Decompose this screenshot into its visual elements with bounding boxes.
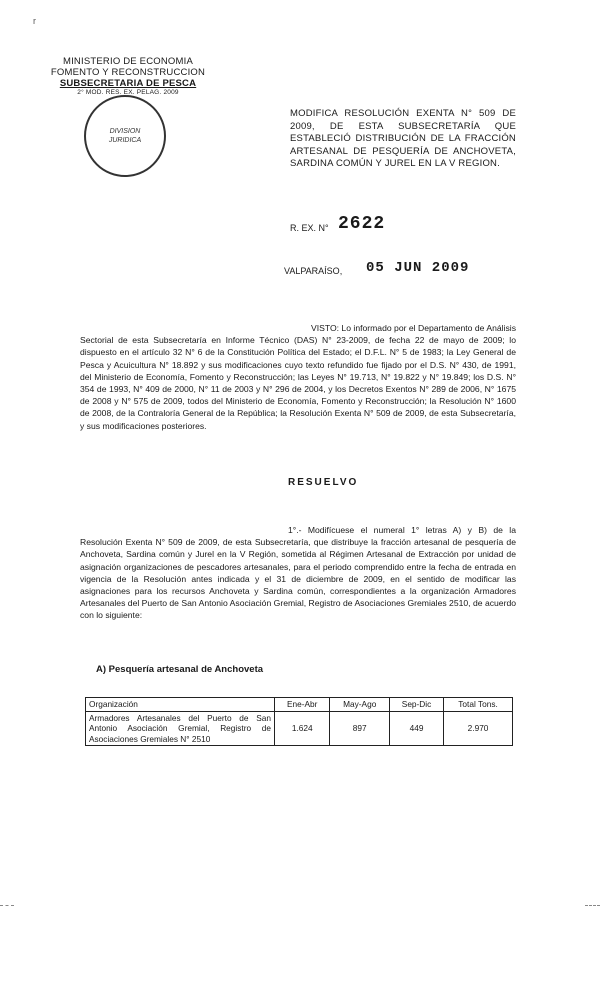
visto-paragraph: VISTO: Lo informado por el Departamento de Análisis Sectorial de esta Subsecretaría en Informe Técnico (DAS) N° 23-2009, de fecha 22 de mayo de 2009; lo dispuesto en el artículo 32 N° 6 de la Constitución Política del Estado; el D.F.L. N° 5 de 1983; la Ley General de Pesca y Acuicultura N° 18.892 y sus modificaciones cuyo texto refundido fue fijado por el D.S. N° 430, de 1991, del Ministerio de Economía, Fomento y Reconstrucción; las Leyes N° 19.713, N° 19.822 y N° 19.849; los D.S. N° 354 de 1993, N° 409 de 2000, N° 11 de 2003 y N° 296 de 2004, y los Decretos Exentos N° 289 de 2006, N° 1675 de 2008 y N° 575 de 2009, todos del Ministerio de Economía, Fomento y Reconstrucción; la Resolución N° 1600 de 2008, de la Contraloría General de la República; la Resolución Exenta N° 509 de 2009, de esta Subsecretaría, y sus modificaciones posteriores. (80, 323, 516, 431)
cell-organizacion: Armadores Artesanales del Puerto de San Antonio Asociación Gremial, Registro de Asociaciones Gremiales N° 2510 (86, 711, 275, 746)
place-label: VALPARAÍSO, (284, 266, 343, 276)
resuelvo-heading: RESUELVO (288, 477, 359, 488)
header-total: Total Tons. (444, 698, 513, 712)
cell-sep-dic: 449 (390, 711, 444, 746)
anchoveta-quota-table (85, 697, 513, 746)
subsecretaria-line: SUBSECRETARIA DE PESCA (59, 78, 197, 89)
document-title: MODIFICA RESOLUCIÓN EXENTA N° 509 DE 2009, DE ESTA SUBSECRETARÍA QUE ESTABLECIÓ DISTRIBUCIÓN DE LA FRACCIÓN ARTESANAL DE PESQUERÍA DE ANCHOVETA, SARDINA COMÚN Y JUREL EN LA V REGION. (290, 108, 516, 169)
stamp-line-2: JURIDICA (108, 137, 142, 144)
header-organizacion: Organización (86, 698, 275, 712)
header-may-ago: May-Ago (330, 698, 390, 712)
margin-dash-left (0, 905, 14, 906)
paragraph-1: 1°.- Modifícuese el numeral 1° letras A) y B) de la Resolución Exenta N° 509 de 2009, de esta Subsecretaría, que distribuye la fracción artesanal de pesquería de Anchoveta, Sardina común y Jurel en la V Región, sometida al Régimen Artesanal de Extracción por unidad de asignación organizaciones de pescadores artesanales, para el periodo comprendido entre la fecha de entrada en vigencia de la Resolución antes indicada y el 31 de diciembre de 2009, en el sentido de modificar las asignaciones para los recursos Anchoveta y Sardina común, correspondientes a la organización Armadores Artesanales del Puerto de San Antonio Asociación Gremial, Registro de Asociaciones Gremiales 2510, de acuerdo con lo siguiente: (80, 525, 516, 621)
date-stamp: 05 JUN 2009 (366, 260, 470, 276)
header-ene-abr: Ene-Abr (275, 698, 330, 712)
cell-may-ago: 897 (330, 711, 390, 746)
cell-ene-abr: 1.624 (275, 711, 330, 746)
cell-total: 2.970 (444, 711, 513, 746)
margin-dash-right (585, 905, 600, 906)
table-header-row (86, 698, 513, 712)
division-juridica-stamp (84, 95, 166, 177)
ministry-header (48, 56, 208, 97)
reference-line: 2° MOD. RES. EX. PELAG. 2009 (77, 89, 179, 96)
stamp-line-1: DIVISION (109, 128, 141, 135)
header-sep-dic: Sep-Dic (390, 698, 444, 712)
section-a-heading: A) Pesquería artesanal de Anchoveta (96, 664, 264, 675)
corner-mark: r (33, 16, 36, 26)
ministry-line-1: MINISTERIO DE ECONOMIA (62, 56, 194, 67)
table-row (86, 711, 513, 746)
resolution-number: 2622 (338, 214, 386, 234)
resolution-label: R. EX. N° (290, 223, 329, 233)
ministry-line-2: FOMENTO Y RECONSTRUCCION (50, 67, 206, 78)
